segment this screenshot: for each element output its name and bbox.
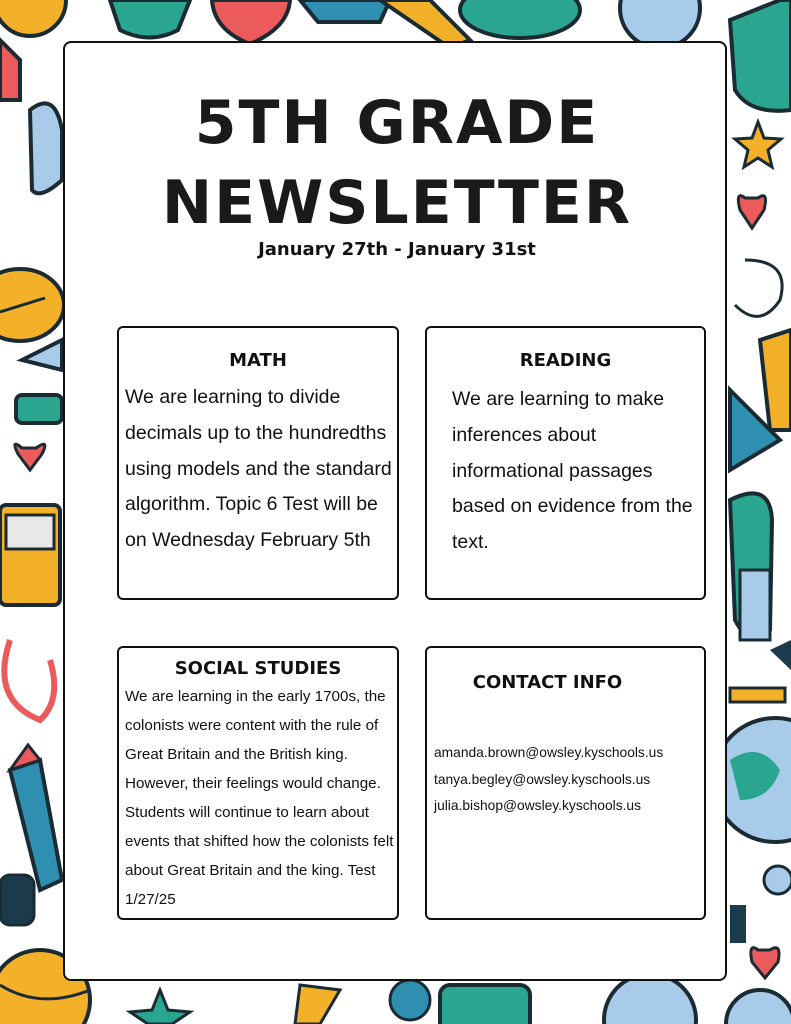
heart-icon (212, 0, 290, 44)
reading-heading: READING (519, 350, 612, 371)
glove-icon (0, 875, 34, 925)
football-icon (0, 269, 64, 341)
math-section (117, 326, 399, 600)
newsletter-page (63, 41, 727, 981)
speech-bubble-icon (30, 103, 62, 193)
contact-email[interactable]: tanya.begley@owsley.kyschools.us (434, 771, 651, 787)
pencil-icon (300, 0, 390, 22)
reading-section (425, 326, 706, 600)
social-studies-section (117, 646, 399, 920)
date-range: January 27th - January 31st (258, 239, 536, 260)
bag-icon (460, 0, 580, 38)
crayon-icon (295, 985, 340, 1024)
math-body: We are learning to divide decimals up to the hundredths using models and the standard algorithm. Topic 6 Test will be on Wednesday February 5th (125, 386, 392, 552)
title-line-2: NEWSLETTER (161, 168, 633, 238)
contact-email[interactable]: julia.bishop@owsley.kyschools.us (434, 798, 642, 813)
globe-icon (604, 974, 696, 1024)
contact-section (425, 646, 706, 920)
house-icon (0, 40, 20, 100)
flask-icon (110, 0, 190, 38)
basketball-icon (0, 0, 66, 36)
swirl-icon (735, 260, 782, 316)
contact-email[interactable]: amanda.brown@owsley.kyschools.us (434, 745, 664, 760)
heart-icon (751, 948, 779, 978)
social-studies-heading: SOCIAL STUDIES (174, 658, 342, 679)
bag-icon (440, 985, 530, 1024)
atom-icon (390, 980, 430, 1020)
contact-heading: CONTACT INFO (472, 672, 623, 693)
ruler-icon (730, 688, 785, 702)
social-studies-body: We are learning in the early 1700s, the colonists were content with the rule of Great Britain and the British king. However, their feelings would change. Students will continue to learn about events that shifted how the colonists felt about Great Britain and the king. Test 1/27/25 (125, 688, 394, 908)
eraser-icon (16, 395, 62, 423)
rocket-icon (22, 340, 62, 370)
rocket-icon (770, 640, 791, 670)
title-line-1: 5TH GRADE (194, 88, 600, 158)
reading-body: We are learning to make inferences about informational passages based on evidence from the text. (452, 388, 693, 554)
star-icon (735, 122, 781, 167)
star-icon (130, 990, 190, 1024)
contact-email-list (434, 740, 663, 820)
stethoscope-icon (4, 640, 54, 720)
heart-icon (738, 196, 765, 228)
heart-icon (15, 444, 45, 470)
math-heading: MATH (229, 350, 287, 371)
flask-icon (730, 0, 791, 111)
pencil-icon (10, 760, 62, 890)
crayon-icon (760, 330, 791, 430)
